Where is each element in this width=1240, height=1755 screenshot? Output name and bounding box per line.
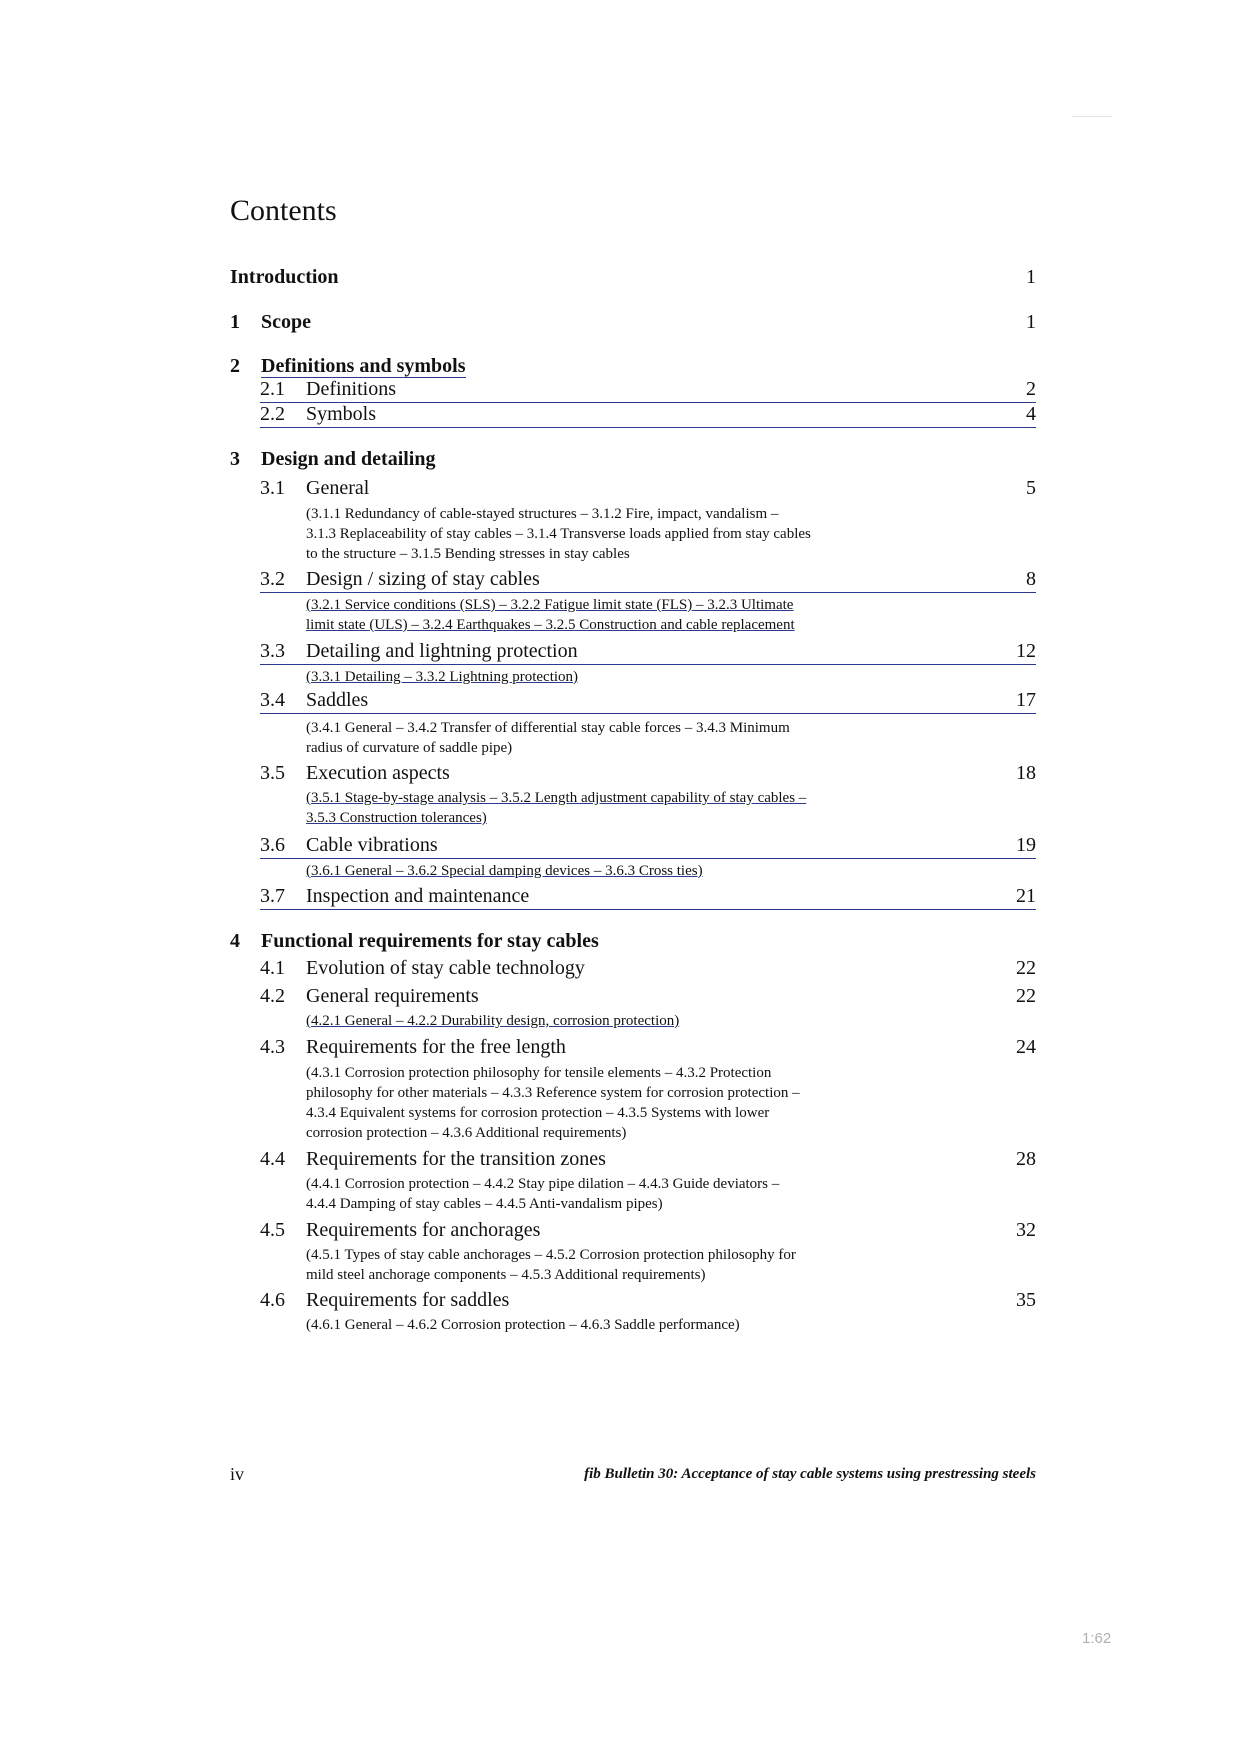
page-title: Contents bbox=[230, 194, 337, 227]
section-number: 4.6 bbox=[260, 1289, 285, 1311]
subsection-line: (4.6.1 General – 4.6.2 Corrosion protection – 4.6.3 Saddle performance) bbox=[306, 1317, 740, 1333]
subsection-line: (3.6.1 General – 3.6.2 Special damping devices – 3.6.3 Cross ties) bbox=[306, 863, 703, 879]
chapter-number: 4 bbox=[230, 930, 240, 952]
section-number: 4.4 bbox=[260, 1148, 285, 1170]
toc-link-3-7[interactable] bbox=[260, 885, 1036, 910]
subsection-list-4-5 bbox=[306, 1245, 906, 1285]
section-page: 32 bbox=[1016, 1219, 1036, 1241]
section-number: 2.2 bbox=[260, 403, 285, 425]
toc-entry-4-3 bbox=[260, 1036, 1036, 1060]
subsection-line: philosophy for other materials – 4.3.3 Reference system for corrosion protection – bbox=[306, 1085, 800, 1101]
section-title: Symbols bbox=[306, 403, 377, 425]
subsection-line: radius of curvature of saddle pipe) bbox=[306, 740, 513, 756]
section-number: 4.2 bbox=[260, 985, 285, 1007]
section-page: 2 bbox=[1026, 378, 1036, 400]
chapter-title: Introduction bbox=[230, 266, 339, 288]
subsection-line: (3.4.1 General – 3.4.2 Transfer of differential stay cable forces – 3.4.3 Minimum bbox=[306, 720, 790, 736]
section-page: 5 bbox=[1026, 477, 1036, 499]
subsection-line: (3.5.1 Stage-by-stage analysis – 3.5.2 Length adjustment capability of stay cables – bbox=[306, 790, 807, 806]
subsection-line: 3.5.3 Construction tolerances) bbox=[306, 810, 487, 826]
subsection-link-3-6[interactable] bbox=[306, 861, 906, 881]
section-page: 12 bbox=[1016, 640, 1036, 662]
section-title: General requirements bbox=[306, 985, 479, 1007]
toc-entry-4-2 bbox=[260, 985, 1036, 1009]
subsection-line: to the structure – 3.1.5 Bending stresses in stay cables bbox=[306, 546, 630, 562]
toc-entry-4-4 bbox=[260, 1148, 1036, 1172]
section-number: 3.4 bbox=[260, 689, 285, 711]
page-corner-label: 1:62 bbox=[1082, 1630, 1112, 1647]
subsection-link-4-2[interactable] bbox=[306, 1011, 906, 1031]
section-number: 4.5 bbox=[260, 1219, 285, 1241]
chapter-title: Scope bbox=[261, 311, 311, 333]
chapter-page: 1 bbox=[1026, 266, 1036, 288]
chapter-number: 2 bbox=[230, 355, 240, 377]
section-page: 19 bbox=[1016, 834, 1036, 856]
section-title: Execution aspects bbox=[306, 762, 450, 784]
section-title: Inspection and maintenance bbox=[306, 885, 530, 907]
toc-link-3-4[interactable] bbox=[260, 689, 1036, 714]
subsection-list-4-4 bbox=[306, 1174, 906, 1214]
page-speck bbox=[1072, 116, 1112, 117]
section-number: 3.3 bbox=[260, 640, 285, 662]
subsection-line: limit state (ULS) – 3.2.4 Earthquakes – 3.2.5 Construction and cable replacement bbox=[306, 617, 795, 633]
section-page: 28 bbox=[1016, 1148, 1036, 1170]
subsection-line: (3.3.1 Detailing – 3.3.2 Lightning protection) bbox=[306, 669, 579, 685]
subsection-list-4-6 bbox=[306, 1315, 906, 1335]
section-number: 3.7 bbox=[260, 885, 285, 907]
section-page: 21 bbox=[1016, 885, 1036, 907]
section-page: 17 bbox=[1016, 689, 1036, 711]
section-title: General bbox=[306, 477, 370, 499]
subsection-line: (4.3.1 Corrosion protection philosophy for tensile elements – 4.3.2 Protection bbox=[306, 1065, 772, 1081]
toc-link-2-1[interactable] bbox=[260, 378, 1036, 403]
section-title: Detailing and lightning protection bbox=[306, 640, 578, 662]
toc-entry-4-5 bbox=[260, 1219, 1036, 1243]
section-page: 4 bbox=[1026, 403, 1036, 425]
toc-link-3-6[interactable] bbox=[260, 834, 1036, 859]
toc-entry-3-5 bbox=[260, 762, 1036, 786]
subsection-list-3-1 bbox=[306, 504, 906, 564]
section-title: Requirements for saddles bbox=[306, 1289, 510, 1311]
section-page: 8 bbox=[1026, 568, 1036, 590]
section-number: 4.1 bbox=[260, 957, 285, 979]
subsection-line: 3.1.3 Replaceability of stay cables – 3.1.4 Transverse loads applied from stay cables bbox=[306, 526, 811, 542]
footer-page-label: iv bbox=[230, 1464, 245, 1484]
section-title: Cable vibrations bbox=[306, 834, 438, 856]
chapter-number: 1 bbox=[230, 311, 240, 333]
subsection-line: (4.2.1 General – 4.2.2 Durability design, corrosion protection) bbox=[306, 1013, 680, 1029]
section-number: 3.1 bbox=[260, 477, 285, 499]
section-page: 18 bbox=[1016, 762, 1036, 784]
section-number: 3.6 bbox=[260, 834, 285, 856]
section-title: Saddles bbox=[306, 689, 369, 711]
section-page: 35 bbox=[1016, 1289, 1036, 1311]
subsection-line: 4.4.4 Damping of stay cables – 4.4.5 Anti-vandalism pipes) bbox=[306, 1196, 663, 1212]
subsection-link-3-3[interactable] bbox=[306, 667, 906, 687]
subsection-line: (4.5.1 Types of stay cable anchorages – 4.5.2 Corrosion protection philosophy for bbox=[306, 1247, 796, 1263]
toc-link-3-2[interactable] bbox=[260, 568, 1036, 593]
subsection-link-3-5[interactable] bbox=[306, 788, 906, 828]
chapter-title: Functional requirements for stay cables bbox=[261, 930, 599, 952]
subsection-line: mild steel anchorage components – 4.5.3 Additional requirements) bbox=[306, 1267, 706, 1283]
section-title: Definitions bbox=[306, 378, 396, 400]
toc-link-3-3[interactable] bbox=[260, 640, 1036, 665]
subsection-link-3-2[interactable] bbox=[306, 595, 906, 635]
toc-entry-3-1 bbox=[260, 477, 1036, 501]
toc-entry-4-6 bbox=[260, 1289, 1036, 1313]
section-title: Evolution of stay cable technology bbox=[306, 957, 585, 979]
section-number: 4.3 bbox=[260, 1036, 285, 1058]
toc-link-2-2[interactable] bbox=[260, 403, 1036, 428]
section-number: 3.5 bbox=[260, 762, 285, 784]
chapter-number: 3 bbox=[230, 448, 240, 470]
subsection-line: (3.1.1 Redundancy of cable-stayed structures – 3.1.2 Fire, impact, vandalism – bbox=[306, 506, 779, 522]
section-number: 3.2 bbox=[260, 568, 285, 590]
section-number: 2.1 bbox=[260, 378, 285, 400]
subsection-line: (3.2.1 Service conditions (SLS) – 3.2.2 Fatigue limit state (FLS) – 3.2.3 Ultimate bbox=[306, 597, 794, 613]
section-title: Requirements for anchorages bbox=[306, 1219, 541, 1241]
toc-entry-4-1 bbox=[260, 957, 1036, 981]
section-title: Design / sizing of stay cables bbox=[306, 568, 540, 590]
subsection-line: 4.3.4 Equivalent systems for corrosion protection – 4.3.5 Systems with lower bbox=[306, 1105, 770, 1121]
subsection-line: (4.4.1 Corrosion protection – 4.4.2 Stay pipe dilation – 4.4.3 Guide deviators – bbox=[306, 1176, 780, 1192]
section-page: 24 bbox=[1016, 1036, 1036, 1058]
section-page: 22 bbox=[1016, 985, 1036, 1007]
subsection-list-4-3 bbox=[306, 1063, 906, 1143]
section-title: Requirements for the transition zones bbox=[306, 1148, 606, 1170]
section-page: 22 bbox=[1016, 957, 1036, 979]
chapter-title: Design and detailing bbox=[261, 448, 436, 470]
chapter-title-link[interactable]: Definitions and symbols bbox=[261, 355, 466, 377]
section-title: Requirements for the free length bbox=[306, 1036, 566, 1058]
subsection-list-3-4 bbox=[306, 718, 906, 758]
footer-bulletin-title: fib Bulletin 30: Acceptance of stay cable systems using prestressing steels bbox=[584, 1466, 1036, 1482]
chapter-page: 1 bbox=[1026, 311, 1036, 333]
subsection-line: corrosion protection – 4.3.6 Additional requirements) bbox=[306, 1125, 627, 1141]
